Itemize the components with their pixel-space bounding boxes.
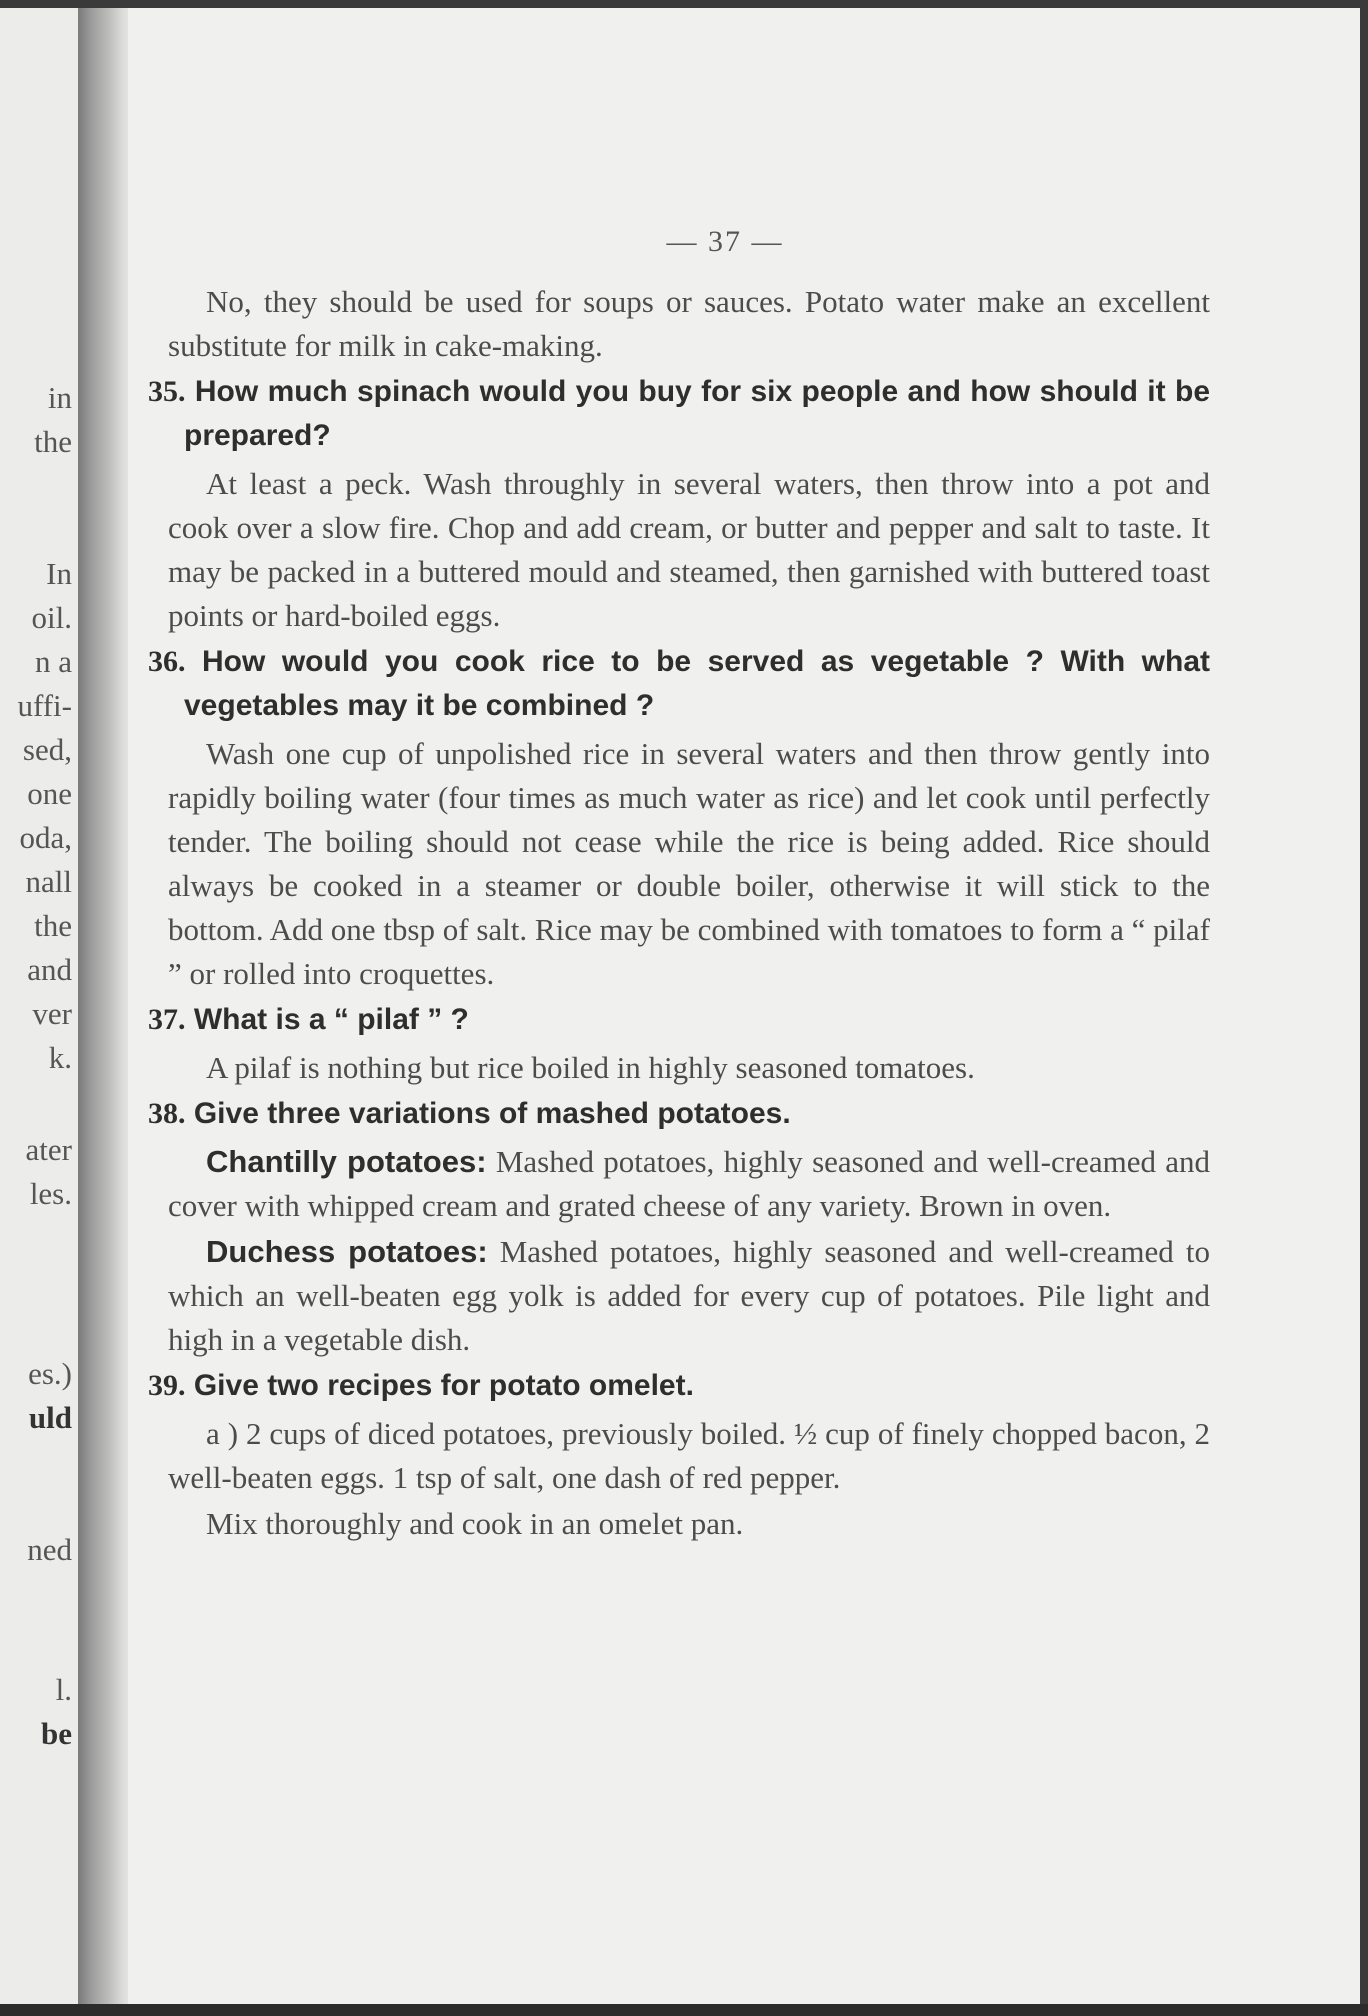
question-number: 37.: [148, 1003, 186, 1036]
answer-36: Wash one cup of unpolished rice in several waters and then throw gently into rapidly boiling water (four times as much water as rice) and let cook until perfectly tender. The boiling should not cease while the rice is being added. Rice should always be cooked in a steamer or double boiler, otherwise it will stick to the bottom. Add one tbsp of salt. Rice may be combined with tomatoes to form a “ pilaf ” or rolled into croquettes.: [168, 736, 1210, 991]
left-page-fragment: ned: [27, 1532, 72, 1567]
left-page-fragment: ater: [25, 1132, 72, 1167]
question-number: 39.: [148, 1369, 186, 1402]
duchess-label: Duchess potatoes:: [206, 1234, 488, 1269]
question-36: [148, 640, 1210, 728]
question-text: Give two recipes for potato omelet.: [193, 1369, 694, 1402]
left-page-fragment: be: [41, 1716, 72, 1751]
left-page-fragment: l.: [55, 1672, 72, 1707]
left-page-fragment: one: [27, 776, 72, 811]
answer-37: A pilaf is nothing but rice boiled in highly seasoned tomatoes.: [206, 1050, 975, 1085]
question-number: 35.: [148, 375, 186, 408]
left-page-fragment: in: [47, 380, 72, 415]
answer-38-duchess: [168, 1230, 1210, 1362]
answer-39-recipe-a: a ) 2 cups of diced potatoes, previously boiled. ½ cup of finely chopped bacon, 2 well-beaten eggs. 1 tsp of salt, one dash of red pepper.: [168, 1416, 1210, 1495]
left-page-fragment: uld: [28, 1400, 72, 1435]
page-content: [148, 220, 1210, 1548]
left-page-fragment: the: [34, 424, 72, 459]
page-number: — 37 —: [666, 225, 784, 258]
binding-gutter: [78, 8, 134, 2008]
question-text: Give three variations of mashed potatoes.: [193, 1097, 791, 1130]
question-number: 38.: [148, 1097, 186, 1130]
book-page: [128, 8, 1360, 2008]
chantilly-text: Mashed potatoes, highly seasoned and well-creamed and cover with whipped cream and grated cheese of any variety. Brown in oven.: [168, 1144, 1210, 1223]
question-37: [148, 998, 1210, 1042]
question-text: How much spinach would you buy for six people and how should it be prepared?: [184, 375, 1210, 452]
answer-39-method: Mix thoroughly and cook in an omelet pan.: [206, 1506, 744, 1541]
left-page-fragment: and: [27, 952, 72, 987]
scan-bottom-edge: [0, 2004, 1368, 2016]
left-page-fragment: k.: [48, 1040, 72, 1075]
chantilly-label: Chantilly potatoes:: [206, 1144, 487, 1179]
question-39: [148, 1364, 1210, 1408]
left-page-fragment: sed,: [22, 732, 72, 767]
question-38: [148, 1092, 1210, 1136]
intro-answer: No, they should be used for soups or sauces. Potato water make an excellent substitute for milk in cake-making.: [168, 284, 1210, 363]
left-page-fragment: oil.: [31, 600, 72, 635]
question-35: [148, 370, 1210, 458]
answer-35: At least a peck. Wash throughly in several waters, then throw into a pot and cook over a slow fire. Chop and add cream, or butter and pepper and salt to taste. It may be packed in a buttered mould and steamed, then garnished with buttered toast points or hard-boiled eggs.: [168, 466, 1210, 633]
left-page-fragment: uffi-: [17, 688, 72, 723]
answer-38-chantilly: [168, 1140, 1210, 1228]
duchess-text: Mashed potatoes, highly seasoned and well-creamed to which an well-beaten egg yolk is added for every cup of potatoes. Pile light and high in a vegetable dish.: [168, 1234, 1210, 1357]
question-text: How would you cook rice to be served as vegetable ? With what vegetables may it be combined ?: [184, 645, 1210, 722]
left-page-fragment: In: [46, 556, 72, 591]
left-page-fragment: les.: [29, 1176, 72, 1211]
left-page-fragment: the: [34, 908, 72, 943]
left-page-fragment: nall: [25, 864, 72, 899]
question-number: 36.: [148, 645, 186, 678]
left-page-fragment: ver: [32, 996, 72, 1031]
left-page-fragment: oda,: [19, 820, 72, 855]
left-page-fragment: n a: [34, 644, 72, 679]
left-page-fragment: es.): [28, 1356, 72, 1391]
question-text: What is a “ pilaf ” ?: [193, 1003, 469, 1036]
